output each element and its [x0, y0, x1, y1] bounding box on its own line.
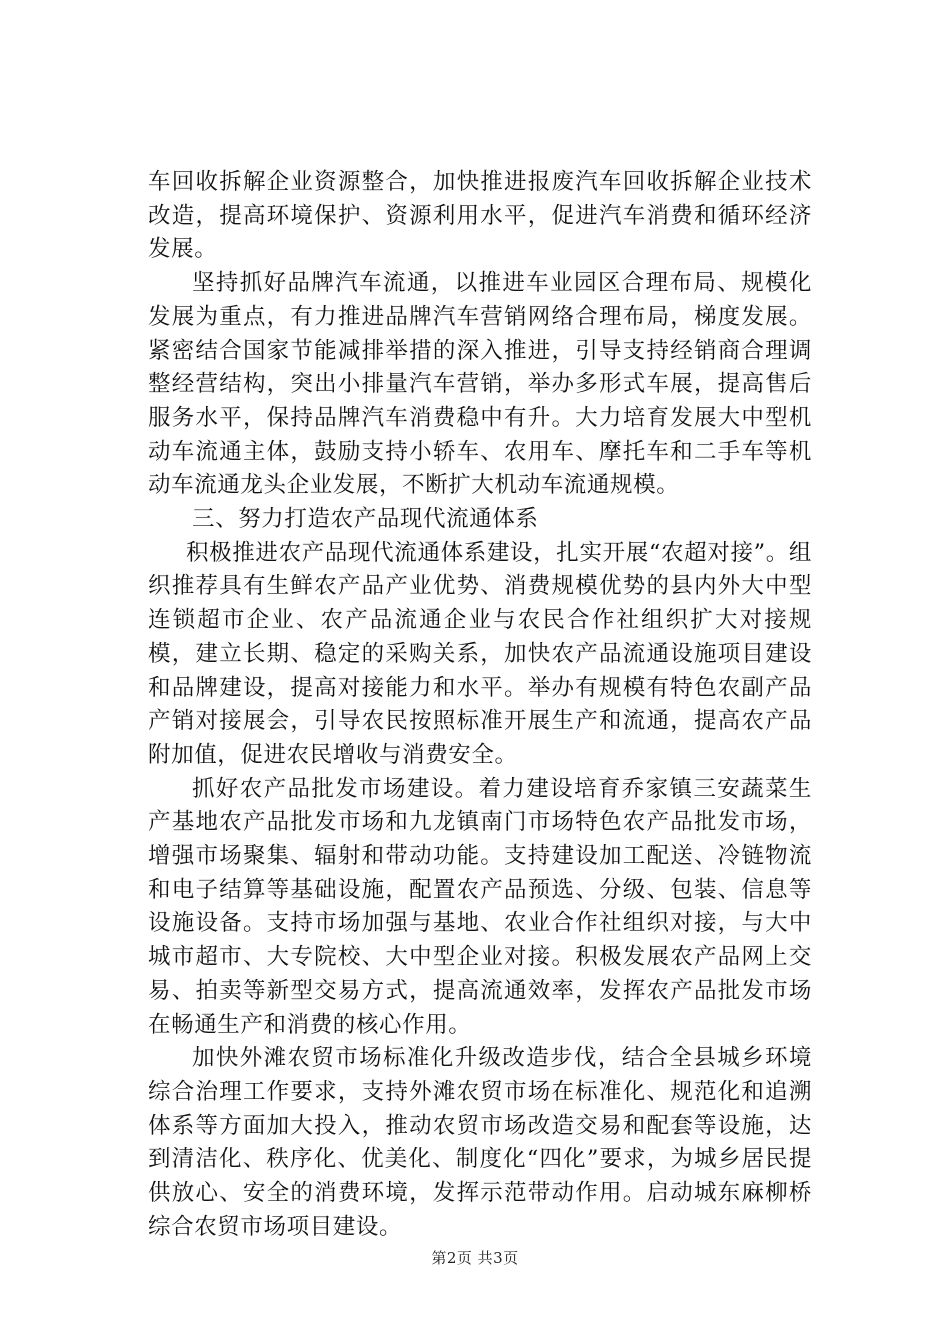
page-footer: 第2页 共3页: [431, 1249, 519, 1267]
document-body: [148, 166, 812, 1245]
paragraph-vehicle-recycling: 车回收拆解企业资源整合，加快推进报废汽车回收拆解企业技术改造，提高环境保护、资源利用水平，促进汽车消费和循环经济发展。: [148, 169, 812, 263]
paragraph-brand-vehicle-circulation: 坚持抓好品牌汽车流通，以推进车业园区合理布局、规模化发展为重点，有力推进品牌汽车营销网络合理布局，梯度发展。紧密结合国家节能减排举措的深入推进，引导支持经销商合理调整经营结构，突出小排量汽车营销，举办多形式车展，提高售后服务水平，保持品牌汽车消费稳中有升。大力培育发展大中型机动车流通主体，鼓励支持小轿车、农用车、摩托车和二手车等机动车流通龙头企业发展，不断扩大机动车流通规模。: [148, 270, 812, 499]
section-heading-agricultural-circulation: 三、努力打造农产品现代流通体系: [192, 506, 539, 533]
paragraph-wholesale-market: 抓好农产品批发市场建设。着力建设培育乔家镇三安蔬菜生产基地农产品批发市场和九龙镇南门市场特色农产品批发市场，增强市场聚集、辐射和带动功能。支持建设加工配送、冷链物流和电子结算等基础设施，配置农产品预选、分级、包装、信息等设施设备。支持市场加强与基地、农业合作社组织对接，与大中城市超市、大专院校、大中型企业对接。积极发展农产品网上交易、拍卖等新型交易方式，提高流通效率，发挥农产品批发市场在畅通生产和消费的核心作用。: [148, 775, 812, 1038]
paragraph-farmers-market-upgrade: 加快外滩农贸市场标准化升级改造步伐，结合全县城乡环境综合治理工作要求，支持外滩农贸市场在标准化、规范化和追溯体系等方面加大投入，推动农贸市场改造交易和配套等设施，达到清洁化、秩序化、优美化、制度化“四化”要求，为城乡居民提供放心、安全的消费环境，发挥示范带动作用。启动城东麻柳桥综合农贸市场项目建设。: [148, 1045, 812, 1240]
paragraph-farm-supermarket-docking: 积极推进农产品现代流通体系建设，扎实开展“农超对接”。组织推荐具有生鲜农产品产业优势、消费规模优势的县内外大中型连锁超市企业、农产品流通企业与农民合作社组织扩大对接规模，建立长期、稳定的采购关系，加快农产品流通设施项目建设和品牌建设，提高对接能力和水平。举办有规模有特色农副产品产销对接展会，引导农民按照标准开展生产和流通，提高农产品附加值，促进农民增收与消费安全。: [148, 539, 812, 768]
